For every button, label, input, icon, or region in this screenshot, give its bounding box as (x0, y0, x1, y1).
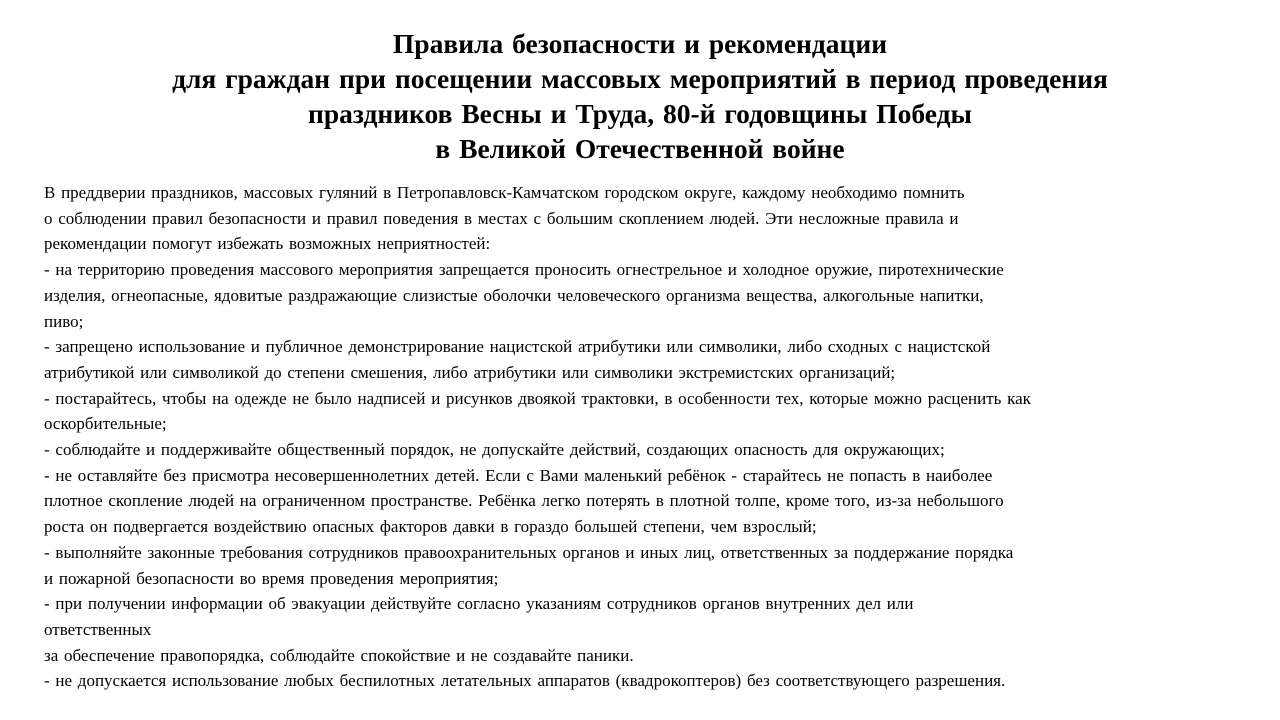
body-line: рекомендации помогут избежать возможных неприятностей: (44, 234, 491, 254)
title-line: в Великой Отечественной войне (435, 133, 845, 164)
page-title (60, 26, 1220, 166)
body-line: В преддверии праздников, массовых гуляний в Петропавловск-Камчатском городском округе, каждому необходимо помнить (44, 183, 965, 202)
title-line: для граждан при посещении массовых мероприятий в период проведения (172, 63, 1108, 94)
body-line: роста он подвергается воздействию опасных факторов давки в гораздо большей степени, чем взрослый; (44, 517, 817, 537)
title-line: Правила безопасности и рекомендации (392, 28, 888, 59)
body-line: - запрещено использование и публичное демонстрирование нацистской атрибутики или символики, либо сходных с нацистской (44, 337, 991, 357)
title-line: праздников Весны и Труда, 80-й годовщины Победы (308, 98, 972, 129)
body-line: ответственных (44, 619, 152, 639)
body-line: изделия, огнеопасные, ядовитые раздражающие слизистые оболочки человеческого организма вещества, алкогольные напитки, (44, 285, 984, 305)
body-line: за обеспечение правопорядка, соблюдайте спокойствие и не создавайте паники. (44, 645, 634, 665)
body-line: оскорбительные; (44, 414, 167, 434)
body-line: плотное скопление людей на ограниченном пространстве. Ребёнка легко потерять в плотной толпе, кроме того, из-за небольшого (44, 491, 1004, 511)
body-line: и пожарной безопасности во время проведения мероприятия; (44, 568, 499, 588)
body-line: - не допускается использование любых беспилотных летательных аппаратов (квадрокоптеров) без соответствующего разрешения. (44, 671, 1006, 691)
body-text (44, 180, 1264, 694)
body-line: - на территорию проведения массового мероприятия запрещается проносить огнестрельное и холодное оружие, пиротехнические (44, 260, 1004, 280)
body-line: - выполняйте законные требования сотрудников правоохранительных органов и иных лиц, ответственных за поддержание порядка (44, 542, 1014, 562)
body-line: - при получении информации об эвакуации действуйте согласно указаниям сотрудников органов внутренних дел или (44, 594, 914, 614)
body-line: - постарайтесь, чтобы на одежде не было надписей и рисунков двоякой трактовки, в особенности тех, которые можно расценить как (44, 388, 1031, 408)
body-line: пиво; (44, 311, 84, 331)
body-line: - соблюдайте и поддерживайте общественный порядок, не допускайте действий, создающих опасность для окружающих; (44, 440, 945, 460)
body-line: - не оставляйте без присмотра несовершеннолетних детей. Если с Вами маленький ребёнок - старайтесь не попасть в наиболее (44, 465, 993, 485)
body-line: атрибутикой или символикой до степени смешения, либо атрибутики или символики экстремистских организаций; (44, 362, 896, 382)
body-line: о соблюдении правил безопасности и правил поведения в местах с большим скоплением людей. Эти несложные правила и (44, 208, 959, 228)
